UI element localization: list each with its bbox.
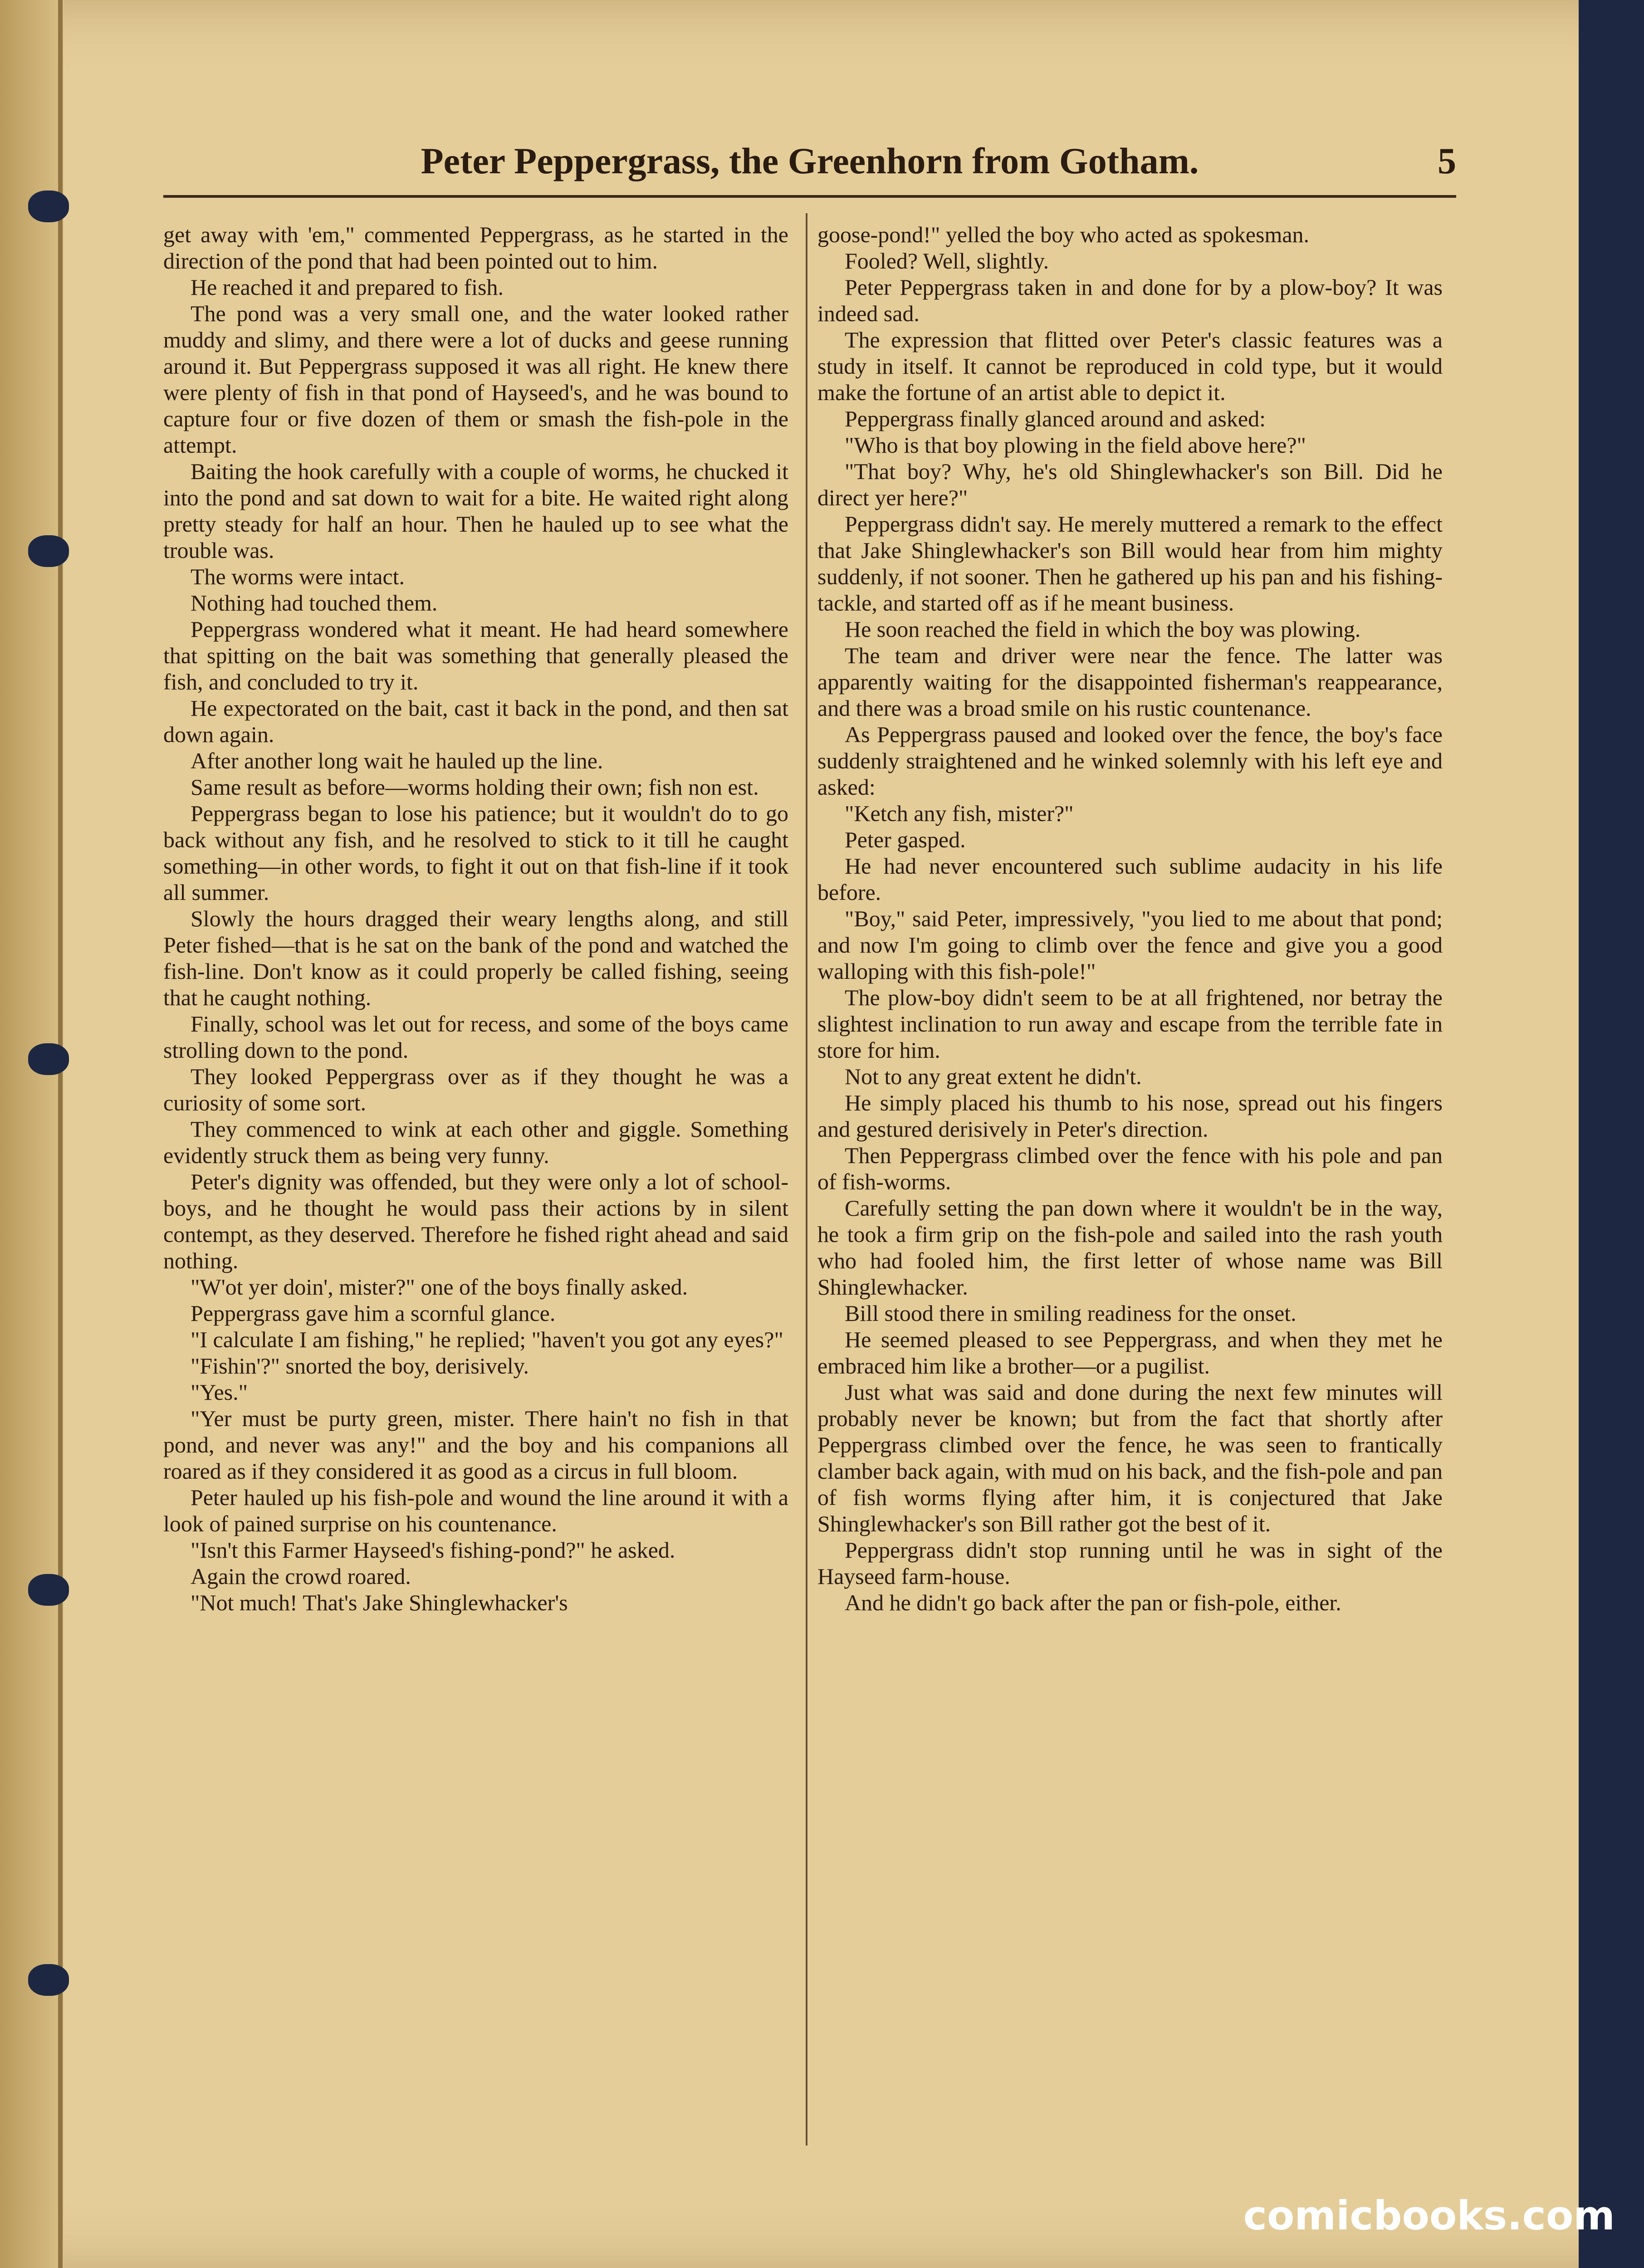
column-divider bbox=[806, 213, 807, 2146]
paragraph: Slowly the hours dragged their weary lengths along, and still Peter fished—that is he sat on the bank of the pond and watched the fish-line. Don't know as it could properly be called fishing, seeing that he caught nothing. bbox=[163, 906, 788, 1010]
paragraph: Finally, school was let out for recess, and some of the boys came strolling down to the pond. bbox=[163, 1011, 788, 1063]
paragraph: And he didn't go back after the pan or fish-pole, either. bbox=[845, 1590, 1341, 1615]
paragraph: Bill stood there in smiling readiness for the onset. bbox=[845, 1300, 1297, 1326]
paragraph: Just what was said and done during the next few minutes will probably never be known; but from the fact that shortly after Peppergrass climbed over the fence, he was seen to frantically clamber back again, with mud on his back, and the fish-pole and pan of fish worms flying after him, it is conjectured that Jake Shinglewhacker's son Bill rather got the best of it. bbox=[817, 1379, 1443, 1536]
paragraph: Peppergrass didn't say. He merely muttered a remark to the effect that Jake Shinglewhacker's son Bill would hear from him mighty suddenly, if not sooner. Then he gathered up his pan and his fishing-tackle, and started off as if he meant business. bbox=[817, 511, 1443, 616]
paragraph: "Who is that boy plowing in the field above here?" bbox=[845, 432, 1306, 458]
paragraph: "Ketch any fish, mister?" bbox=[845, 801, 1074, 826]
paragraph: Then Peppergrass climbed over the fence with his pole and pan of fish-worms. bbox=[817, 1143, 1443, 1194]
paragraph: Peter hauled up his fish-pole and wound the line around it with a look of pained surprise on his countenance. bbox=[163, 1485, 788, 1536]
paragraph: He had never encountered such sublime audacity in his life before. bbox=[817, 853, 1443, 905]
paragraph: Peter gasped. bbox=[845, 827, 966, 852]
paragraph: The pond was a very small one, and the water looked rather muddy and slimy, and there were a lot of ducks and geese running around it. But Peppergrass supposed it was all right. He knew there were plenty of fish in that pond of Hayseed's, and he was bound to capture four or five dozen of them or smash the fish-pole in the attempt. bbox=[163, 301, 788, 458]
paragraph: After another long wait he hauled up the line. bbox=[191, 748, 603, 773]
binding-hole bbox=[28, 1964, 69, 1996]
page-number: 5 bbox=[1438, 140, 1456, 181]
paragraph: "I calculate I am fishing," he replied; "haven't you got any eyes?" bbox=[191, 1327, 783, 1352]
right-column bbox=[817, 221, 1443, 2145]
paragraph: goose-pond!" yelled the boy who acted as spokesman. bbox=[817, 222, 1310, 247]
binding-hole bbox=[28, 535, 69, 567]
paragraph: Baiting the hook carefully with a couple of worms, he chucked it into the pond and sat down to wait for a bite. He waited right along pretty steady for half an hour. Then he hauled up to see what the trouble was. bbox=[163, 459, 788, 563]
paragraph: He reached it and prepared to fish. bbox=[191, 274, 504, 300]
paragraph: He simply placed his thumb to his nose, spread out his fingers and gestured derisively in Peter's direction. bbox=[817, 1090, 1443, 1142]
paragraph: "W'ot yer doin', mister?" one of the boys finally asked. bbox=[191, 1274, 688, 1300]
paragraph: Peppergrass didn't stop running until he was in sight of the Hayseed farm-house. bbox=[817, 1537, 1443, 1589]
paragraph: Peter's dignity was offended, but they were only a lot of school-boys, and he thought he would pass their actions by in silent contempt, as they deserved. Therefore he fished right ahead and said nothing. bbox=[163, 1169, 788, 1273]
paragraph: The plow-boy didn't seem to be at all frightened, nor betray the slightest inclination to run away and escape from the terrible fate in store for him. bbox=[817, 985, 1443, 1063]
background-edge bbox=[1579, 0, 1644, 2268]
paragraph: get away with 'em," commented Peppergrass, as he started in the direction of the pond that had been pointed out to him. bbox=[163, 222, 788, 274]
paragraph: "Isn't this Farmer Hayseed's fishing-pond?" he asked. bbox=[191, 1537, 675, 1563]
paragraph: The team and driver were near the fence. The latter was apparently waiting for the disappointed fisherman's reappearance, and there was a broad smile on his rustic countenance. bbox=[817, 643, 1443, 721]
paragraph: Carefully setting the pan down where it wouldn't be in the way, he took a firm grip on the fish-pole and sailed into the rash youth who had fooled him, the first letter of whose name was Bill Shinglewhacker. bbox=[817, 1195, 1443, 1300]
watermark: comicbooks.com bbox=[1243, 2192, 1615, 2239]
paragraph: Peter Peppergrass taken in and done for by a plow-boy? It was indeed sad. bbox=[817, 274, 1443, 326]
paragraph: As Peppergrass paused and looked over the fence, the boy's face suddenly straightened and he winked solemnly with his left eye and asked: bbox=[817, 722, 1443, 800]
paragraph: Not to any great extent he didn't. bbox=[845, 1064, 1142, 1089]
paragraph: He seemed pleased to see Peppergrass, and when they met he embraced him like a brother—or a pugilist. bbox=[817, 1327, 1443, 1378]
paragraph: They commenced to wink at each other and giggle. Something evidently struck them as being very funny. bbox=[163, 1116, 788, 1168]
paragraph: Peppergrass began to lose his patience; but it wouldn't do to go back without any fish, and he resolved to stick to it till he caught something—in other words, to fight it out on that fish-line if it took all summer. bbox=[163, 801, 788, 905]
binding-hole bbox=[28, 1574, 69, 1606]
paragraph: Again the crowd roared. bbox=[191, 1564, 411, 1589]
paragraph: "Yes." bbox=[191, 1379, 248, 1405]
paragraph: "Boy," said Peter, impressively, "you lied to me about that pond; and now I'm going to climb over the fence and give you a good walloping with this fish-pole!" bbox=[817, 906, 1443, 984]
binding-hole bbox=[28, 191, 69, 222]
binding-margin bbox=[0, 0, 64, 2268]
paragraph: "Yer must be purty green, mister. There hain't no fish in that pond, and never was any!" and the boy and his companions all roared as if they considered it as good as a circus in full bloom. bbox=[163, 1406, 788, 1484]
paragraph: "Fishin'?" snorted the boy, derisively. bbox=[191, 1353, 529, 1378]
paragraph: "That boy? Why, he's old Shinglewhacker's son Bill. Did he direct yer here?" bbox=[817, 459, 1443, 510]
paragraph: He expectorated on the bait, cast it back in the pond, and then sat down again. bbox=[163, 695, 788, 747]
paragraph: Nothing had touched them. bbox=[191, 590, 438, 616]
paragraph: Peppergrass gave him a scornful glance. bbox=[191, 1300, 556, 1326]
paragraph: Peppergrass wondered what it meant. He had heard somewhere that spitting on the bait was something that generally pleased the fish, and concluded to try it. bbox=[163, 616, 788, 694]
paragraph: The expression that flitted over Peter's classic features was a study in itself. It cannot be reproduced in cold type, but it would make the fortune of an artist able to depict it. bbox=[817, 327, 1443, 405]
paragraph: He soon reached the field in which the boy was plowing. bbox=[845, 616, 1361, 642]
paragraph: Same result as before—worms holding their own; fish non est. bbox=[191, 774, 759, 800]
paragraph: They looked Peppergrass over as if they thought he was a curiosity of some sort. bbox=[163, 1064, 788, 1115]
paragraph: Peppergrass finally glanced around and asked: bbox=[845, 406, 1266, 431]
paragraph: The worms were intact. bbox=[191, 564, 405, 589]
binding-hole bbox=[28, 1043, 69, 1075]
header-rule bbox=[163, 195, 1456, 198]
paragraph: "Not much! That's Jake Shinglewhacker's bbox=[191, 1590, 568, 1615]
running-title: Peter Peppergrass, the Greenhorn from Gotham. bbox=[421, 140, 1199, 181]
left-column bbox=[163, 221, 788, 2145]
paragraph: Fooled? Well, slightly. bbox=[845, 248, 1049, 274]
